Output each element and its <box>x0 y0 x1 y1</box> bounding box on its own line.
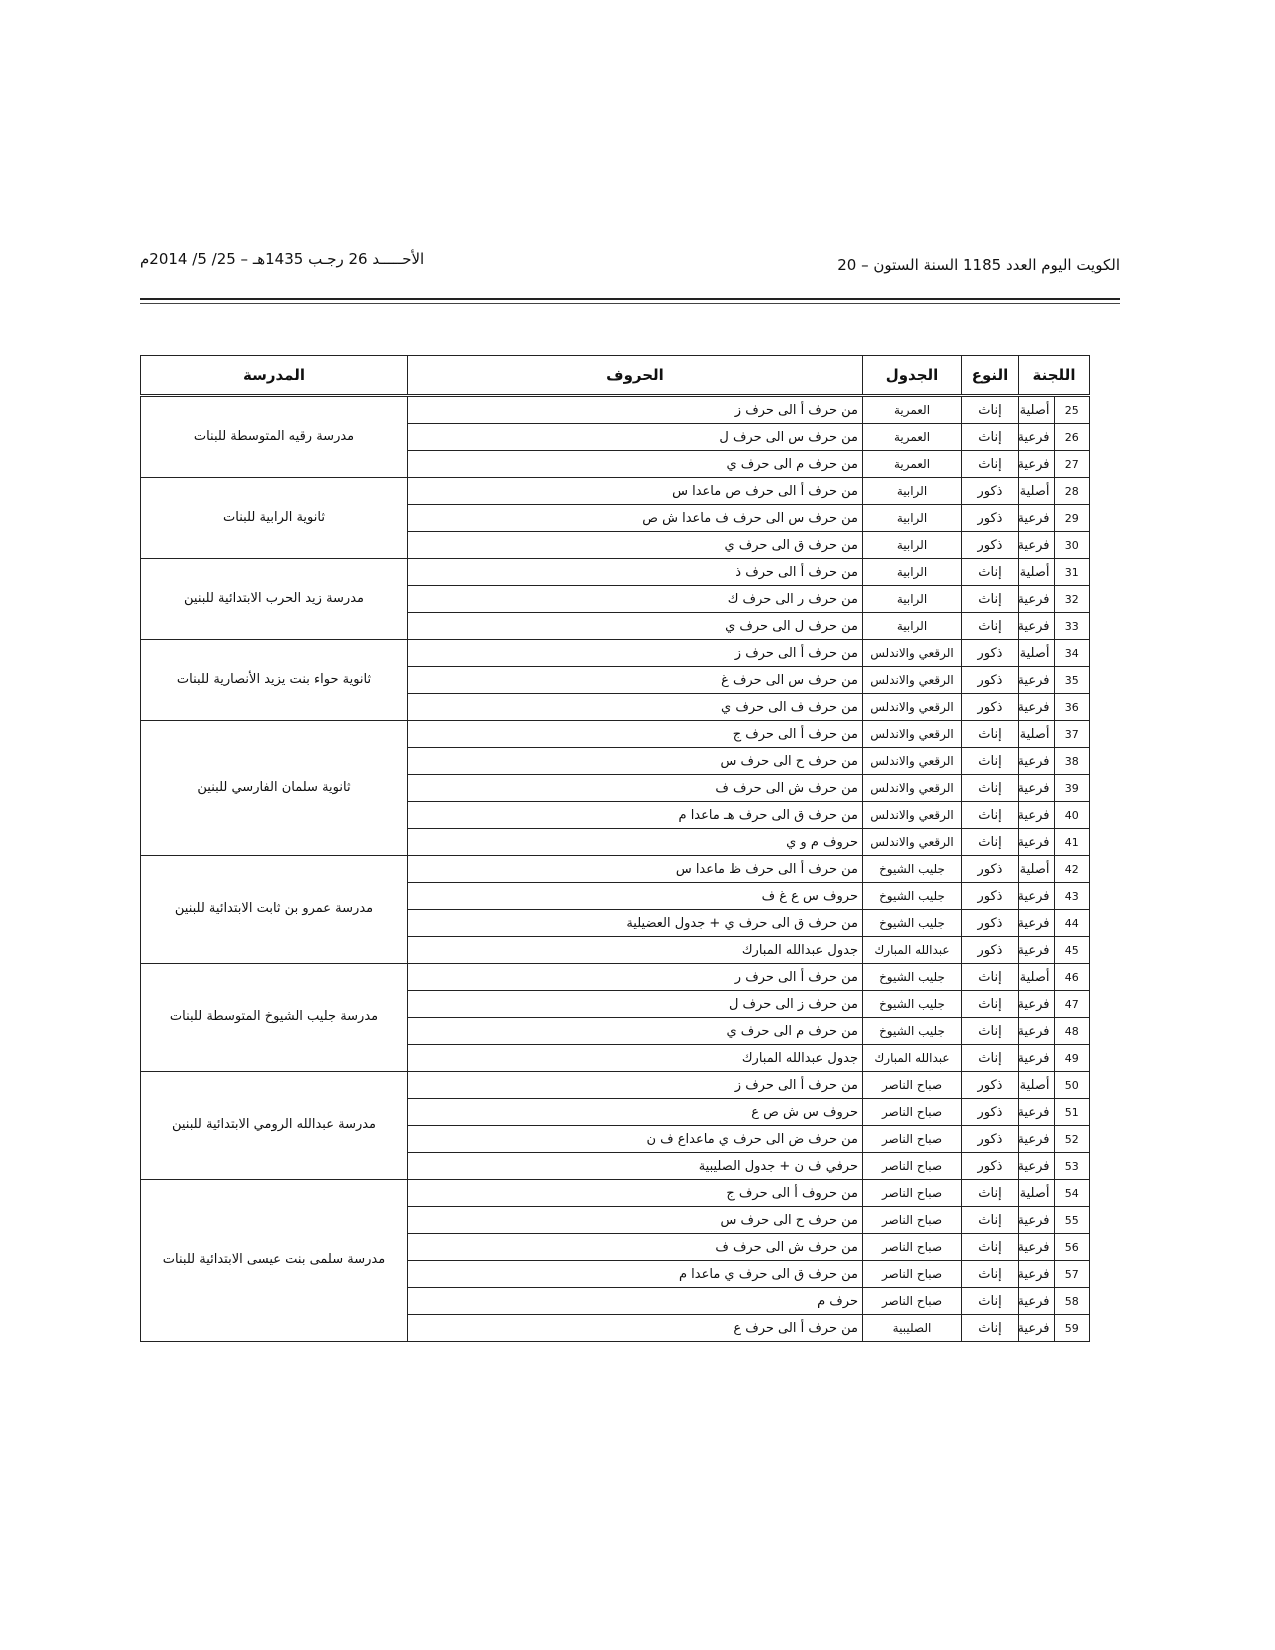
gender-cell: إناث <box>962 613 1019 640</box>
col-header-gender: النوع <box>962 356 1019 396</box>
gender-cell: إناث <box>962 721 1019 748</box>
committee-type: أصلية <box>1019 396 1055 424</box>
letters-cell: من حرف ق الى حرف هـ ماعدا م <box>408 802 863 829</box>
schedule-cell: صباح الناصر <box>863 1234 962 1261</box>
committee-type: فرعية <box>1019 910 1055 937</box>
committee-number: 50 <box>1054 1072 1090 1099</box>
gender-cell: ذكور <box>962 667 1019 694</box>
letters-cell: من حرف أ الى حرف ظ ماعدا س <box>408 856 863 883</box>
schedule-cell: صباح الناصر <box>863 1288 962 1315</box>
header-rule <box>140 298 1120 300</box>
committee-number: 35 <box>1054 667 1090 694</box>
committee-number: 55 <box>1054 1207 1090 1234</box>
committee-number: 47 <box>1054 991 1090 1018</box>
committee-number: 25 <box>1054 396 1090 424</box>
schedule-cell: الرابية <box>863 613 962 640</box>
col-header-school: المدرسة <box>141 356 408 396</box>
table-row <box>141 640 1090 667</box>
committee-type: أصلية <box>1019 721 1055 748</box>
school-name: مدرسة عبدالله الرومي الابتدائية للبنين <box>141 1072 408 1180</box>
committee-number: 44 <box>1054 910 1090 937</box>
committee-number: 27 <box>1054 451 1090 478</box>
letters-cell: من حرف أ الى حرف ج <box>408 721 863 748</box>
school-name: ثانوية سلمان الفارسي للبنين <box>141 721 408 856</box>
school-name: ثانوية الرابية للبنات <box>141 478 408 559</box>
gender-cell: ذكور <box>962 1072 1019 1099</box>
letters-cell: حروف م و ي <box>408 829 863 856</box>
table-row <box>141 721 1090 748</box>
letters-cell: حروف س ش ص ع <box>408 1099 863 1126</box>
letters-cell: من حرف ف الى حرف ي <box>408 694 863 721</box>
committee-type: فرعية <box>1019 694 1055 721</box>
committee-number: 53 <box>1054 1153 1090 1180</box>
schedule-cell: الرقعي والاندلس <box>863 775 962 802</box>
school-name: مدرسة سلمى بنت عيسى الابتدائية للبنات <box>141 1180 408 1342</box>
gender-cell: إناث <box>962 424 1019 451</box>
committee-number: 41 <box>1054 829 1090 856</box>
col-header-letters: الحروف <box>408 356 863 396</box>
gazette-title: الكويت اليوم العدد 1185 السنة الستون – 20 <box>837 256 1120 274</box>
committee-type: فرعية <box>1019 1153 1055 1180</box>
header-rule-thin <box>140 303 1120 304</box>
committee-type: فرعية <box>1019 505 1055 532</box>
gender-cell: إناث <box>962 1207 1019 1234</box>
committee-type: فرعية <box>1019 1288 1055 1315</box>
gender-cell: إناث <box>962 1288 1019 1315</box>
committee-number: 28 <box>1054 478 1090 505</box>
col-header-jadwal: الجدول <box>863 356 962 396</box>
letters-cell: من حرف م الى حرف ي <box>408 451 863 478</box>
letters-cell: حرفي ف ن + جدول الصليبية <box>408 1153 863 1180</box>
committee-number: 33 <box>1054 613 1090 640</box>
school-name: مدرسة جليب الشيوخ المتوسطة للبنات <box>141 964 408 1072</box>
schedule-cell: الرقعي والاندلس <box>863 748 962 775</box>
table-row <box>141 396 1090 424</box>
letters-cell: من حرف س الى حرف ل <box>408 424 863 451</box>
gender-cell: ذكور <box>962 937 1019 964</box>
committee-number: 34 <box>1054 640 1090 667</box>
schedule-cell: الرابية <box>863 505 962 532</box>
schedule-cell: الرقعي والاندلس <box>863 829 962 856</box>
committee-number: 45 <box>1054 937 1090 964</box>
schedule-cell: الرابية <box>863 559 962 586</box>
letters-cell: من حرف أ الى حرف ز <box>408 640 863 667</box>
schedule-cell: جليب الشيوخ <box>863 883 962 910</box>
gender-cell: إناث <box>962 1234 1019 1261</box>
schedule-cell: الرقعي والاندلس <box>863 640 962 667</box>
letters-cell: من حرف ض الى حرف ي ماعداع ف ن <box>408 1126 863 1153</box>
committee-type: أصلية <box>1019 559 1055 586</box>
letters-cell: من حرف أ الى حرف ز <box>408 1072 863 1099</box>
letters-cell: من حرف ق الى حرف ي <box>408 532 863 559</box>
committee-type: فرعية <box>1019 424 1055 451</box>
committee-type: فرعية <box>1019 1045 1055 1072</box>
letters-cell: من حرف ح الى حرف س <box>408 748 863 775</box>
committee-number: 32 <box>1054 586 1090 613</box>
letters-cell: من حرف س الى حرف ف ماعدا ش ص <box>408 505 863 532</box>
letters-cell: من حرف أ الى حرف ز <box>408 396 863 424</box>
committee-number: 43 <box>1054 883 1090 910</box>
letters-cell: من حرف ق الى حرف ي ماعدا م <box>408 1261 863 1288</box>
gender-cell: إناث <box>962 1018 1019 1045</box>
committee-number: 58 <box>1054 1288 1090 1315</box>
committee-type: فرعية <box>1019 586 1055 613</box>
gender-cell: ذكور <box>962 1153 1019 1180</box>
page-header <box>140 250 1120 290</box>
letters-cell: من حرف ح الى حرف س <box>408 1207 863 1234</box>
gender-cell: ذكور <box>962 532 1019 559</box>
school-name: مدرسة رقيه المتوسطة للبنات <box>141 396 408 478</box>
schedule-cell: جليب الشيوخ <box>863 964 962 991</box>
gender-cell: ذكور <box>962 910 1019 937</box>
gender-cell: إناث <box>962 964 1019 991</box>
letters-cell: من حرف م الى حرف ي <box>408 1018 863 1045</box>
committee-number: 37 <box>1054 721 1090 748</box>
letters-cell: من حرف ر الى حرف ك <box>408 586 863 613</box>
issue-date: الأحـــــد 26 رجـب 1435هـ – 25/ 5/ 2014م <box>140 250 425 268</box>
letters-cell: من حرف أ الى حرف ع <box>408 1315 863 1342</box>
gender-cell: إناث <box>962 775 1019 802</box>
gender-cell: ذكور <box>962 856 1019 883</box>
committee-number: 52 <box>1054 1126 1090 1153</box>
letters-cell: جدول عبدالله المبارك <box>408 937 863 964</box>
gender-cell: إناث <box>962 1045 1019 1072</box>
letters-cell: من حرف أ الى حرف ر <box>408 964 863 991</box>
gender-cell: إناث <box>962 451 1019 478</box>
schedule-cell: جليب الشيوخ <box>863 1018 962 1045</box>
committee-number: 46 <box>1054 964 1090 991</box>
schedule-cell: صباح الناصر <box>863 1153 962 1180</box>
gender-cell: ذكور <box>962 1126 1019 1153</box>
committee-number: 26 <box>1054 424 1090 451</box>
schedule-cell: صباح الناصر <box>863 1099 962 1126</box>
schedule-cell: الرابية <box>863 586 962 613</box>
committee-type: فرعية <box>1019 1099 1055 1126</box>
school-name: مدرسة زيد الحرب الابتدائية للبنين <box>141 559 408 640</box>
committee-type: فرعية <box>1019 1207 1055 1234</box>
table-row <box>141 478 1090 505</box>
schedule-cell: الصليبية <box>863 1315 962 1342</box>
committee-type: فرعية <box>1019 613 1055 640</box>
schedule-cell: صباح الناصر <box>863 1126 962 1153</box>
committee-number: 29 <box>1054 505 1090 532</box>
gender-cell: إناث <box>962 748 1019 775</box>
committee-number: 54 <box>1054 1180 1090 1207</box>
committee-number: 30 <box>1054 532 1090 559</box>
committee-type: أصلية <box>1019 640 1055 667</box>
committee-number: 49 <box>1054 1045 1090 1072</box>
letters-cell: حروف س ع غ ف <box>408 883 863 910</box>
schedule-cell: الرقعي والاندلس <box>863 667 962 694</box>
gender-cell: إناث <box>962 559 1019 586</box>
gender-cell: ذكور <box>962 478 1019 505</box>
committee-type: فرعية <box>1019 1126 1055 1153</box>
table-row <box>141 1072 1090 1099</box>
committee-number: 36 <box>1054 694 1090 721</box>
committee-type: فرعية <box>1019 829 1055 856</box>
gender-cell: ذكور <box>962 694 1019 721</box>
letters-cell: حرف م <box>408 1288 863 1315</box>
letters-cell: جدول عبدالله المبارك <box>408 1045 863 1072</box>
table-row <box>141 856 1090 883</box>
committee-number: 59 <box>1054 1315 1090 1342</box>
gender-cell: ذكور <box>962 1099 1019 1126</box>
gender-cell: إناث <box>962 396 1019 424</box>
table-row <box>141 559 1090 586</box>
schedule-cell: الرابية <box>863 478 962 505</box>
committee-type: أصلية <box>1019 964 1055 991</box>
schedule-cell: جليب الشيوخ <box>863 991 962 1018</box>
committee-type: فرعية <box>1019 451 1055 478</box>
letters-cell: من حرف س الى حرف غ <box>408 667 863 694</box>
gender-cell: إناث <box>962 1315 1019 1342</box>
school-name: ثانوية حواء بنت يزيد الأنصارية للبنات <box>141 640 408 721</box>
committee-number: 40 <box>1054 802 1090 829</box>
gender-cell: إناث <box>962 991 1019 1018</box>
letters-cell: من حرف أ الى حرف ص ماعدا س <box>408 478 863 505</box>
committee-type: أصلية <box>1019 1072 1055 1099</box>
committee-number: 51 <box>1054 1099 1090 1126</box>
letters-cell: من حروف أ الى حرف ج <box>408 1180 863 1207</box>
committee-type: فرعية <box>1019 1234 1055 1261</box>
letters-cell: من حرف ش الى حرف ف <box>408 1234 863 1261</box>
gender-cell: ذكور <box>962 883 1019 910</box>
committee-type: فرعية <box>1019 775 1055 802</box>
schedule-cell: العمرية <box>863 396 962 424</box>
schedule-cell: صباح الناصر <box>863 1180 962 1207</box>
letters-cell: من حرف ل الى حرف ي <box>408 613 863 640</box>
committee-number: 57 <box>1054 1261 1090 1288</box>
gender-cell: إناث <box>962 802 1019 829</box>
table-row <box>141 1180 1090 1207</box>
committee-type: فرعية <box>1019 1261 1055 1288</box>
committee-type: فرعية <box>1019 883 1055 910</box>
gender-cell: ذكور <box>962 505 1019 532</box>
schedule-cell: صباح الناصر <box>863 1261 962 1288</box>
committee-type: فرعية <box>1019 937 1055 964</box>
table-header-row <box>141 356 1090 396</box>
col-header-lajna: اللجنة <box>1019 356 1090 396</box>
committee-type: فرعية <box>1019 991 1055 1018</box>
letters-cell: من حرف ش الى حرف ف <box>408 775 863 802</box>
committee-type: فرعية <box>1019 802 1055 829</box>
gender-cell: ذكور <box>962 640 1019 667</box>
committee-number: 39 <box>1054 775 1090 802</box>
schedule-cell: الرقعي والاندلس <box>863 694 962 721</box>
committee-number: 38 <box>1054 748 1090 775</box>
letters-cell: من حرف ق الى حرف ي + جدول العضيلية <box>408 910 863 937</box>
schedule-cell: جليب الشيوخ <box>863 856 962 883</box>
schedule-cell: صباح الناصر <box>863 1207 962 1234</box>
letters-cell: من حرف أ الى حرف ذ <box>408 559 863 586</box>
schedule-cell: عبدالله المبارك <box>863 937 962 964</box>
gender-cell: إناث <box>962 829 1019 856</box>
schedule-cell: الرابية <box>863 532 962 559</box>
committee-type: أصلية <box>1019 478 1055 505</box>
schedule-cell: جليب الشيوخ <box>863 910 962 937</box>
committee-number: 31 <box>1054 559 1090 586</box>
committee-type: فرعية <box>1019 532 1055 559</box>
gender-cell: إناث <box>962 586 1019 613</box>
committees-table <box>140 355 1090 1342</box>
committee-type: فرعية <box>1019 748 1055 775</box>
schedule-cell: صباح الناصر <box>863 1072 962 1099</box>
schedule-cell: الرقعي والاندلس <box>863 721 962 748</box>
school-name: مدرسة عمرو بن ثابت الابتدائية للبنين <box>141 856 408 964</box>
committee-number: 56 <box>1054 1234 1090 1261</box>
letters-cell: من حرف ز الى حرف ل <box>408 991 863 1018</box>
committee-type: فرعية <box>1019 667 1055 694</box>
schedule-cell: الرقعي والاندلس <box>863 802 962 829</box>
schedule-cell: العمرية <box>863 424 962 451</box>
committee-number: 48 <box>1054 1018 1090 1045</box>
committee-type: أصلية <box>1019 1180 1055 1207</box>
gender-cell: إناث <box>962 1180 1019 1207</box>
committee-number: 42 <box>1054 856 1090 883</box>
committee-type: فرعية <box>1019 1315 1055 1342</box>
schedule-cell: العمرية <box>863 451 962 478</box>
table-row <box>141 964 1090 991</box>
gender-cell: إناث <box>962 1261 1019 1288</box>
schedule-cell: عبدالله المبارك <box>863 1045 962 1072</box>
committee-type: أصلية <box>1019 856 1055 883</box>
committee-type: فرعية <box>1019 1018 1055 1045</box>
